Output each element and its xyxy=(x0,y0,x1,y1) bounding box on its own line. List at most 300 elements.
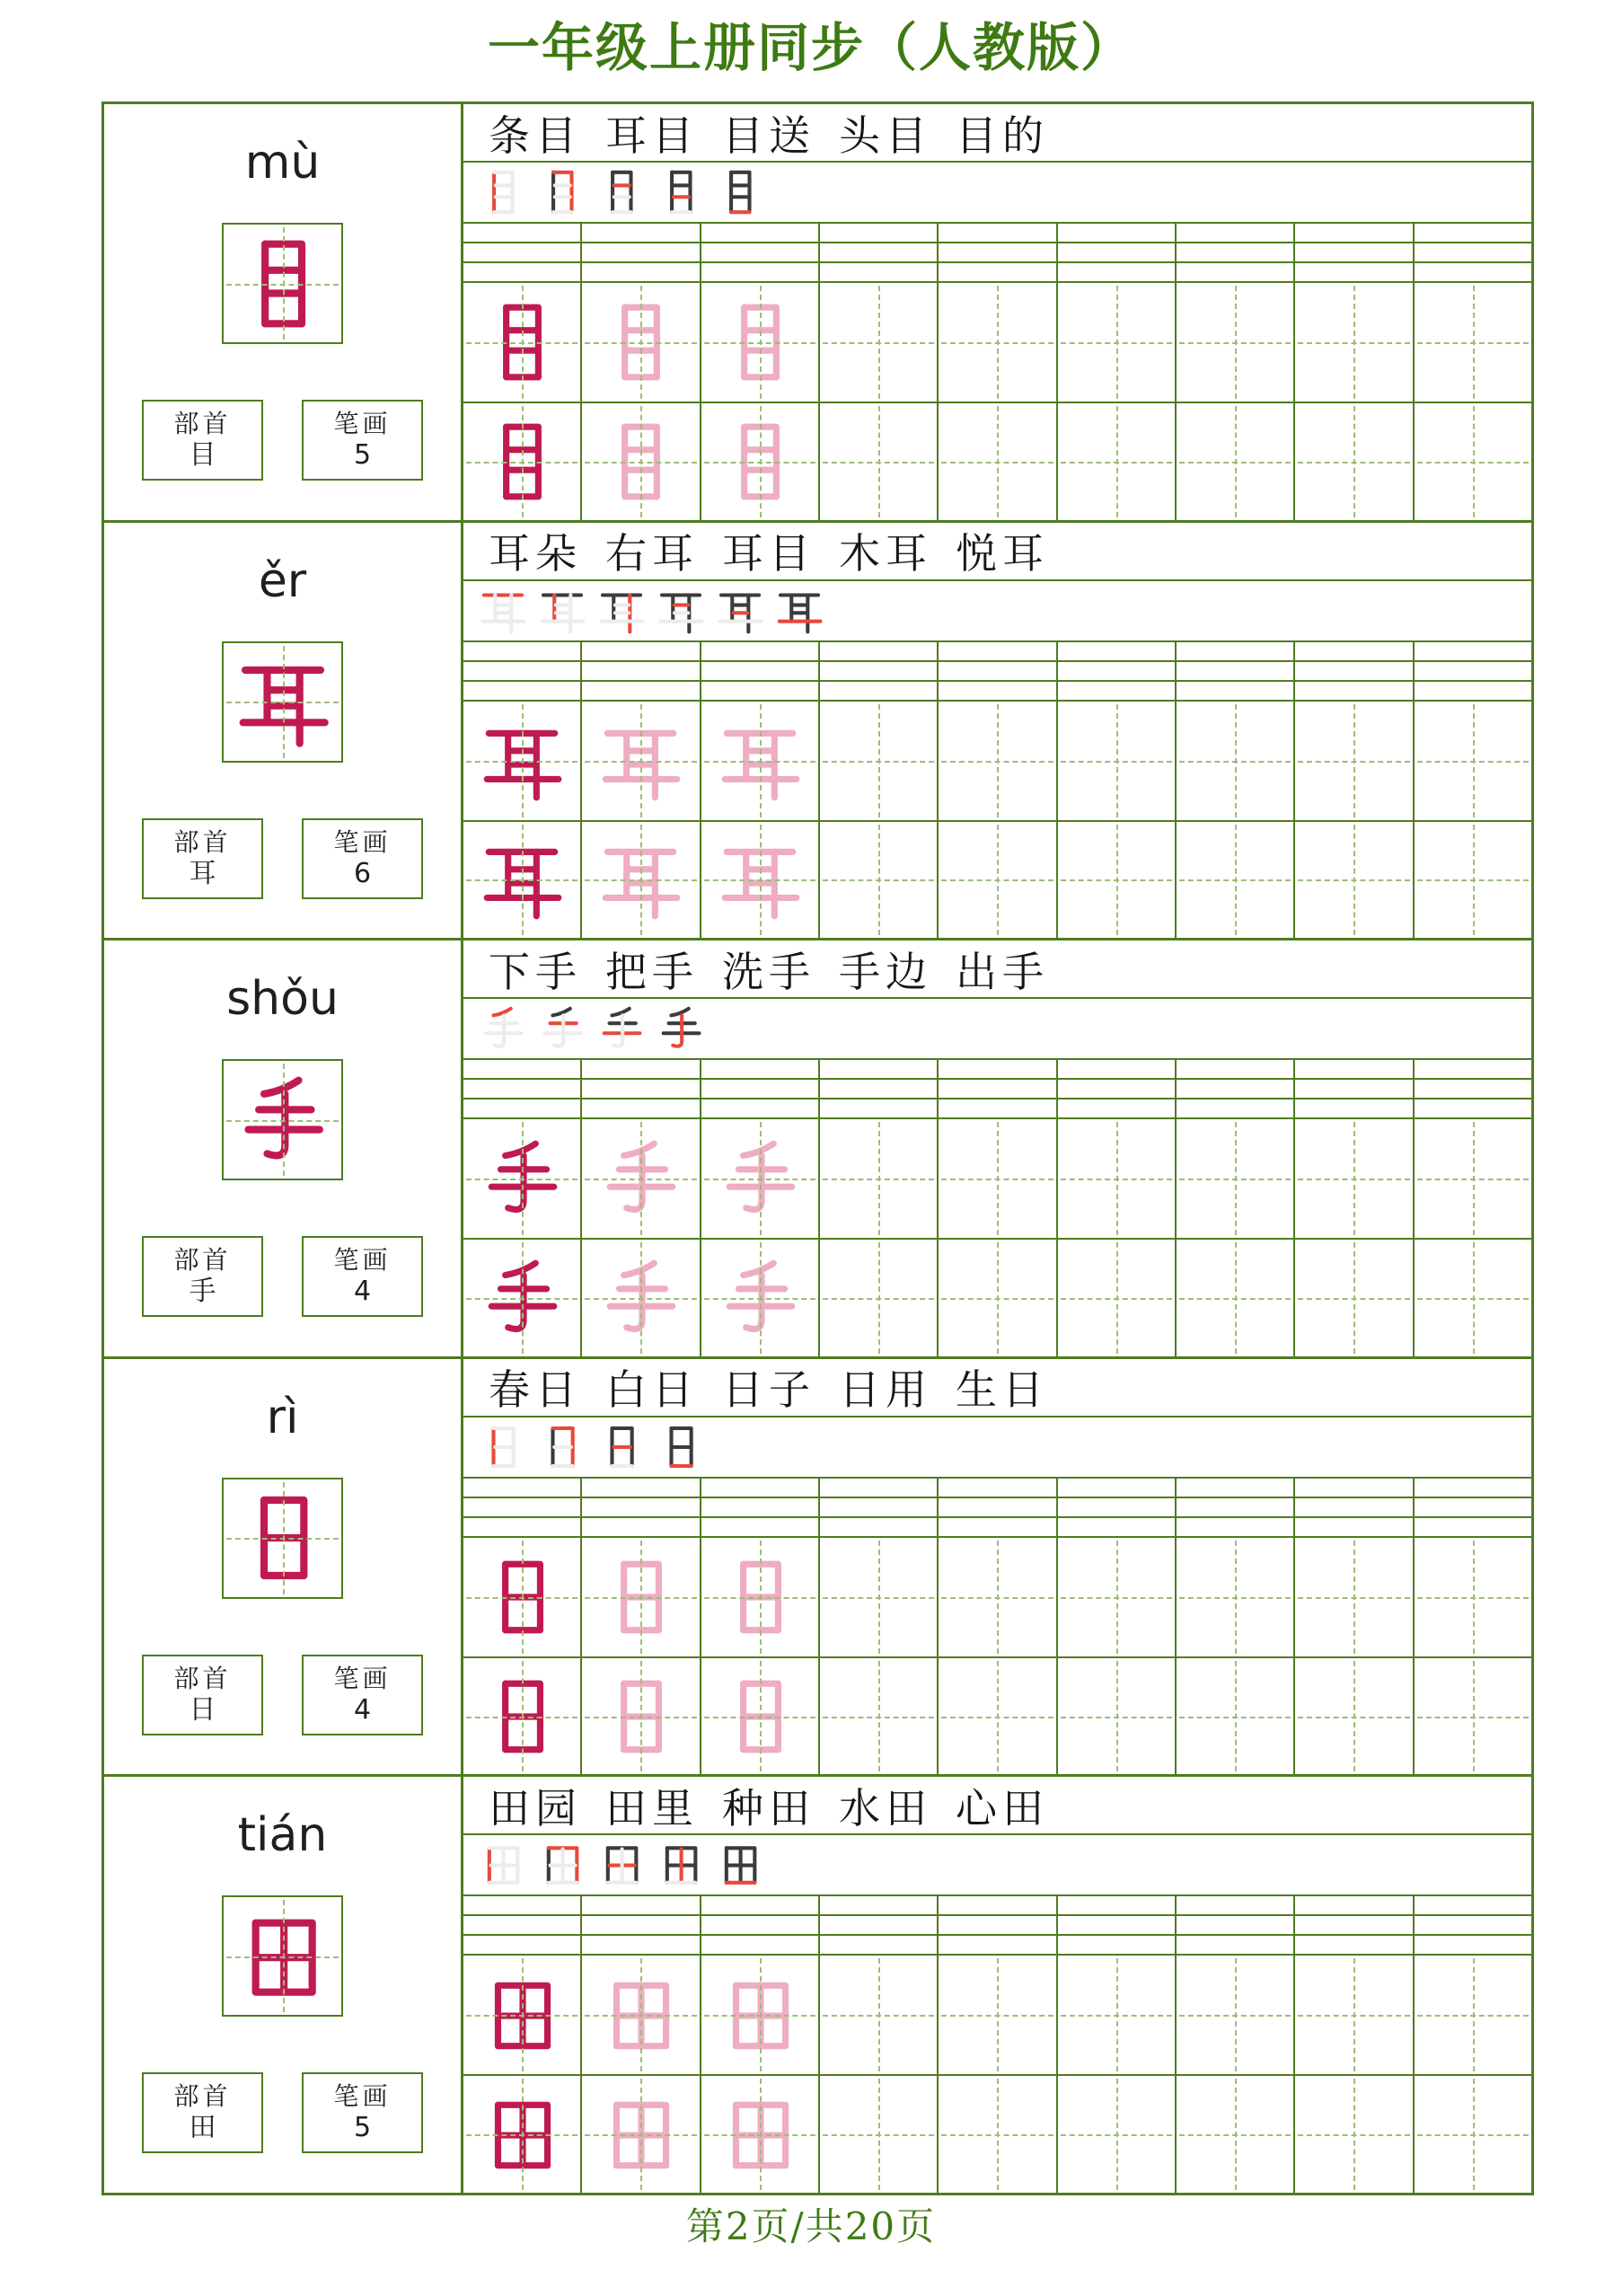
pinyin-writing-cell xyxy=(1415,642,1531,660)
pinyin-writing-cell xyxy=(701,1916,820,1934)
pinyin-writing-cell xyxy=(463,642,582,660)
cell-center-horizontal-guide xyxy=(1179,342,1291,344)
practice-cell xyxy=(939,822,1057,939)
pinyin-writing-cell xyxy=(1295,1916,1414,1934)
pinyin-writing-cell xyxy=(701,642,820,660)
pinyin-writing-cell xyxy=(1177,224,1295,242)
practice-cell xyxy=(1177,1119,1295,1238)
stroke-order-step xyxy=(656,586,706,636)
pinyin-writing-cell xyxy=(701,1080,820,1098)
pinyin-writing-cell xyxy=(582,243,701,261)
stroke-count-value: 6 xyxy=(353,857,372,889)
cell-center-vertical-guide xyxy=(1235,1242,1237,1354)
pinyin-writing-cell xyxy=(939,224,1057,242)
cell-center-horizontal-guide xyxy=(1179,1179,1291,1180)
practice-character-traced xyxy=(716,1254,804,1342)
character-glyph xyxy=(233,651,333,752)
cell-center-horizontal-guide xyxy=(823,2134,934,2136)
cell-center-horizontal-guide xyxy=(1061,1717,1172,1718)
cell-center-vertical-guide xyxy=(1473,2079,1475,2190)
character-row xyxy=(104,1359,1531,1778)
practice-cell xyxy=(939,403,1057,520)
pinyin-writing-cell xyxy=(939,1896,1057,1914)
practice-cell xyxy=(1177,1658,1295,1775)
cell-center-horizontal-guide xyxy=(1298,462,1409,464)
radical-value: 田 xyxy=(189,2112,216,2144)
cell-center-vertical-guide xyxy=(997,406,999,517)
pinyin-writing-cell xyxy=(1177,1099,1295,1117)
practice-cell xyxy=(701,1538,820,1656)
practice-character-solid xyxy=(478,1673,566,1761)
pinyin-writing-cell xyxy=(1058,1916,1177,1934)
practice-cell xyxy=(820,1538,939,1656)
pinyin-writing-cell xyxy=(701,263,820,281)
pinyin-writing-cell xyxy=(1058,243,1177,261)
practice-character-traced xyxy=(596,1673,684,1761)
practice-cell xyxy=(1295,1956,1414,2074)
word-item: 田里 xyxy=(605,1783,699,1832)
stroke-count-value: 5 xyxy=(353,2112,372,2144)
cell-center-vertical-guide xyxy=(997,1958,999,2071)
stroke-order-step xyxy=(478,586,528,636)
pinyin-writing-cell xyxy=(1415,1060,1531,1078)
practice-character-solid xyxy=(478,2090,566,2178)
practice-cell xyxy=(701,2076,820,2193)
practice-cell xyxy=(582,1658,701,1775)
cell-center-horizontal-guide xyxy=(1298,1298,1409,1300)
cell-center-vertical-guide xyxy=(997,704,999,817)
pinyin-label: tián xyxy=(237,1808,328,1863)
character-display-box xyxy=(222,641,343,763)
pinyin-ruling-row xyxy=(463,642,1531,662)
cell-center-vertical-guide xyxy=(1116,825,1118,936)
cell-center-horizontal-guide xyxy=(823,1179,934,1180)
cell-center-horizontal-guide xyxy=(823,1597,934,1599)
practice-cell xyxy=(701,1956,820,2074)
pinyin-writing-cell xyxy=(1177,662,1295,680)
practice-character-traced xyxy=(716,1971,804,2059)
pinyin-writing-cell xyxy=(582,642,701,660)
cell-center-vertical-guide xyxy=(1235,1122,1237,1235)
pinyin-writing-cell xyxy=(820,1896,939,1914)
character-row xyxy=(104,940,1531,1359)
pinyin-writing-cell xyxy=(939,1916,1057,1934)
stroke-order-step xyxy=(478,167,528,217)
words-row xyxy=(463,940,1531,999)
cell-center-horizontal-guide xyxy=(941,1717,1053,1718)
practice-cell xyxy=(1177,2076,1295,2193)
pinyin-writing-cell xyxy=(1177,1916,1295,1934)
cell-center-horizontal-guide xyxy=(1179,879,1291,881)
radical-label: 部首 xyxy=(173,2081,232,2112)
cell-center-vertical-guide xyxy=(1353,286,1355,399)
practice-cell xyxy=(582,702,701,820)
character-info-panel xyxy=(104,104,463,520)
pinyin-writing-cell xyxy=(1295,1060,1414,1078)
practice-character-solid xyxy=(478,298,566,386)
pinyin-writing-cell xyxy=(1415,682,1531,700)
practice-cell xyxy=(1058,1956,1177,2074)
practice-cell xyxy=(1415,283,1531,402)
pinyin-writing-cell xyxy=(1058,224,1177,242)
stroke-order-step xyxy=(596,1003,647,1054)
practice-panel xyxy=(463,940,1531,1356)
pinyin-writing-cell xyxy=(939,1518,1057,1536)
cell-center-horizontal-guide xyxy=(1061,342,1172,344)
cell-center-vertical-guide xyxy=(878,1541,880,1654)
practice-character-traced xyxy=(716,2090,804,2178)
practice-cell xyxy=(1058,283,1177,402)
cell-center-vertical-guide xyxy=(1353,406,1355,517)
practice-cell xyxy=(463,1956,582,2074)
practice-grid-row xyxy=(463,702,1531,822)
pinyin-writing-cell xyxy=(1058,1936,1177,1954)
cell-center-horizontal-guide xyxy=(1179,761,1291,763)
pinyin-writing-cell xyxy=(1058,682,1177,700)
practice-cell xyxy=(820,1956,939,2074)
page-title: 一年级上册同步（人教版） xyxy=(487,17,1134,78)
cell-center-vertical-guide xyxy=(1353,825,1355,936)
cell-center-horizontal-guide xyxy=(941,761,1053,763)
pinyin-writing-cell xyxy=(463,1896,582,1914)
stroke-order-step xyxy=(478,1003,528,1054)
pinyin-ruling-row xyxy=(463,1936,1531,1956)
practice-cell xyxy=(1415,702,1531,820)
practice-cell xyxy=(1295,1658,1414,1775)
practice-cell xyxy=(463,283,582,402)
stroke-order-step xyxy=(596,167,647,217)
cell-center-vertical-guide xyxy=(997,1122,999,1235)
character-info-panel xyxy=(104,940,463,1356)
pinyin-ruling-row xyxy=(463,1518,1531,1538)
stroke-count-label: 笔画 xyxy=(333,2081,392,2112)
cell-center-vertical-guide xyxy=(1116,406,1118,517)
practice-cell xyxy=(1058,822,1177,939)
practice-cell xyxy=(939,1119,1057,1238)
practice-cell xyxy=(463,1240,582,1356)
cell-center-vertical-guide xyxy=(1235,406,1237,517)
pinyin-writing-cell xyxy=(939,1080,1057,1098)
pinyin-writing-cell xyxy=(1058,1896,1177,1914)
pinyin-writing-cell xyxy=(820,662,939,680)
practice-cell xyxy=(463,822,582,939)
pinyin-ruling-row xyxy=(463,1498,1531,1518)
pinyin-writing-cell xyxy=(463,1080,582,1098)
character-display-box xyxy=(222,1478,343,1599)
pinyin-ruling-row xyxy=(463,682,1531,702)
practice-character-traced xyxy=(596,1135,684,1223)
cell-center-horizontal-guide xyxy=(941,1298,1053,1300)
pinyin-ruling-row xyxy=(463,263,1531,283)
cell-center-vertical-guide xyxy=(997,825,999,936)
cell-center-horizontal-guide xyxy=(1298,1597,1409,1599)
stroke-count-box xyxy=(302,400,423,481)
stroke-order-step xyxy=(537,1003,587,1054)
stroke-order-step xyxy=(478,1422,528,1472)
radical-label: 部首 xyxy=(173,826,232,857)
pinyin-writing-cell xyxy=(939,1498,1057,1516)
pinyin-writing-cell xyxy=(1177,1498,1295,1516)
radical-value: 日 xyxy=(189,1693,216,1726)
cell-center-vertical-guide xyxy=(878,1661,880,1772)
stroke-order-step xyxy=(774,586,824,636)
word-item: 目送 xyxy=(722,110,815,160)
pinyin-ruling-row xyxy=(463,1896,1531,1916)
words-row xyxy=(463,1359,1531,1417)
pinyin-writing-cell xyxy=(582,224,701,242)
practice-character-solid xyxy=(478,418,566,506)
practice-cell xyxy=(939,1240,1057,1356)
cell-center-horizontal-guide xyxy=(1061,1298,1172,1300)
practice-grid-row xyxy=(463,822,1531,939)
cell-center-vertical-guide xyxy=(1353,1242,1355,1354)
pinyin-writing-cell xyxy=(1415,1916,1531,1934)
practice-cell xyxy=(820,1240,939,1356)
practice-cell xyxy=(1177,1538,1295,1656)
cell-center-horizontal-guide xyxy=(1179,2134,1291,2136)
pinyin-writing-cell xyxy=(582,1936,701,1954)
pinyin-writing-cell xyxy=(463,662,582,680)
practice-cell xyxy=(1295,1240,1414,1356)
pinyin-writing-cell xyxy=(463,1479,582,1497)
practice-character-solid xyxy=(478,1971,566,2059)
cell-center-vertical-guide xyxy=(1353,704,1355,817)
word-item: 耳朵 xyxy=(489,529,582,578)
practice-character-traced xyxy=(716,1673,804,1761)
pinyin-writing-cell xyxy=(1177,1080,1295,1098)
pinyin-writing-cell xyxy=(939,662,1057,680)
cell-center-horizontal-guide xyxy=(823,1298,934,1300)
character-display-box xyxy=(222,223,343,344)
cell-center-vertical-guide xyxy=(1116,286,1118,399)
pinyin-writing-cell xyxy=(582,1916,701,1934)
pinyin-writing-cell xyxy=(701,1936,820,1954)
practice-character-solid xyxy=(478,1553,566,1641)
pinyin-writing-cell xyxy=(1295,243,1414,261)
radical-value: 手 xyxy=(189,1276,216,1308)
practice-cell xyxy=(820,2076,939,2193)
pinyin-writing-cell xyxy=(463,243,582,261)
pinyin-writing-cell xyxy=(1177,1896,1295,1914)
cell-center-vertical-guide xyxy=(1473,1958,1475,2071)
practice-character-traced xyxy=(716,298,804,386)
cell-center-horizontal-guide xyxy=(1417,1597,1529,1599)
cell-center-horizontal-guide xyxy=(1179,2015,1291,2017)
cell-center-vertical-guide xyxy=(997,1242,999,1354)
word-item: 种田 xyxy=(722,1783,815,1832)
practice-panel xyxy=(463,523,1531,939)
practice-character-traced xyxy=(596,1254,684,1342)
pinyin-writing-cell xyxy=(1415,263,1531,281)
character-row xyxy=(104,104,1531,523)
cell-center-vertical-guide xyxy=(1116,2079,1118,2190)
cell-center-horizontal-guide xyxy=(941,462,1053,464)
practice-cell xyxy=(1177,1956,1295,2074)
practice-cell xyxy=(1295,2076,1414,2193)
cell-center-vertical-guide xyxy=(1353,1958,1355,2071)
stroke-order-step xyxy=(715,586,765,636)
practice-cell xyxy=(582,822,701,939)
pinyin-writing-cell xyxy=(463,1518,582,1536)
pinyin-writing-cell xyxy=(1295,1479,1414,1497)
character-info-panel xyxy=(104,1359,463,1775)
practice-cell xyxy=(1058,702,1177,820)
cell-center-horizontal-guide xyxy=(1061,1179,1172,1180)
cell-center-horizontal-guide xyxy=(941,2015,1053,2017)
pinyin-ruling-row xyxy=(463,1060,1531,1080)
stroke-order-step xyxy=(715,167,765,217)
practice-cell xyxy=(939,702,1057,820)
word-item: 日子 xyxy=(722,1365,815,1415)
radical-box xyxy=(142,400,263,481)
cell-center-horizontal-guide xyxy=(823,462,934,464)
stroke-count-box xyxy=(302,2072,423,2153)
character-display-box xyxy=(222,1059,343,1180)
practice-grid-row xyxy=(463,1956,1531,2076)
cell-center-vertical-guide xyxy=(1473,825,1475,936)
practice-cell xyxy=(1177,1240,1295,1356)
word-item: 目的 xyxy=(956,110,1049,160)
cell-center-horizontal-guide xyxy=(1417,879,1529,881)
radical-label: 部首 xyxy=(173,409,232,438)
practice-cell xyxy=(1058,403,1177,520)
practice-cell xyxy=(1415,2076,1531,2193)
pinyin-writing-cell xyxy=(1295,682,1414,700)
pinyin-writing-cell xyxy=(582,1099,701,1117)
pinyin-writing-cell xyxy=(1177,243,1295,261)
cell-center-vertical-guide xyxy=(1235,1661,1237,1772)
word-item: 田园 xyxy=(489,1783,582,1832)
pinyin-ruling-row xyxy=(463,1916,1531,1936)
character-row xyxy=(104,1777,1531,2193)
cell-center-horizontal-guide xyxy=(1417,462,1529,464)
practice-character-traced xyxy=(716,1553,804,1641)
cell-center-vertical-guide xyxy=(1235,825,1237,936)
pinyin-ruling-row xyxy=(463,1080,1531,1099)
pinyin-writing-cell xyxy=(1177,642,1295,660)
pinyin-writing-cell xyxy=(1177,1479,1295,1497)
stroke-count-value: 5 xyxy=(353,439,372,471)
stroke-order-row xyxy=(463,1417,1531,1479)
stroke-order-step xyxy=(656,167,706,217)
stroke-count-label: 笔画 xyxy=(333,1663,392,1693)
pinyin-writing-cell xyxy=(1295,1080,1414,1098)
practice-grid-row xyxy=(463,1240,1531,1356)
cell-center-horizontal-guide xyxy=(941,342,1053,344)
cell-center-vertical-guide xyxy=(1116,704,1118,817)
cell-center-vertical-guide xyxy=(878,1242,880,1354)
radical-value: 耳 xyxy=(189,857,216,889)
practice-cell xyxy=(701,822,820,939)
radical-label: 部首 xyxy=(173,1245,232,1276)
pinyin-writing-cell xyxy=(1295,1498,1414,1516)
pinyin-writing-cell xyxy=(701,682,820,700)
cell-center-vertical-guide xyxy=(1116,1122,1118,1235)
practice-cell xyxy=(463,702,582,820)
practice-character-traced xyxy=(596,298,684,386)
pinyin-writing-cell xyxy=(1058,1080,1177,1098)
practice-cell xyxy=(582,283,701,402)
practice-grid-row xyxy=(463,283,1531,403)
practice-cell xyxy=(820,702,939,820)
practice-cell xyxy=(939,1956,1057,2074)
cell-center-vertical-guide xyxy=(1116,1541,1118,1654)
cell-center-horizontal-guide xyxy=(1061,2134,1172,2136)
pinyin-writing-cell xyxy=(1058,1060,1177,1078)
radical-value: 目 xyxy=(189,439,216,471)
stroke-order-row xyxy=(463,163,1531,224)
cell-center-vertical-guide xyxy=(878,2079,880,2190)
pinyin-writing-cell xyxy=(463,682,582,700)
stroke-count-label: 笔画 xyxy=(333,1245,392,1276)
words-row xyxy=(463,104,1531,163)
cell-center-horizontal-guide xyxy=(941,2134,1053,2136)
practice-cell xyxy=(582,1956,701,2074)
pinyin-writing-cell xyxy=(820,243,939,261)
cell-center-vertical-guide xyxy=(1473,1541,1475,1654)
practice-character-solid xyxy=(478,1254,566,1342)
pinyin-writing-cell xyxy=(1415,224,1531,242)
practice-cell xyxy=(701,1119,820,1238)
cell-center-vertical-guide xyxy=(997,2079,999,2190)
practice-cell xyxy=(463,403,582,520)
cell-center-horizontal-guide xyxy=(1179,1717,1291,1718)
pinyin-writing-cell xyxy=(1177,1936,1295,1954)
practice-cell xyxy=(1415,822,1531,939)
stroke-order-row xyxy=(463,581,1531,642)
pinyin-writing-cell xyxy=(463,1498,582,1516)
practice-cell xyxy=(701,283,820,402)
practice-character-traced xyxy=(716,418,804,506)
cell-center-vertical-guide xyxy=(878,825,880,936)
pinyin-writing-cell xyxy=(1058,263,1177,281)
practice-character-traced xyxy=(596,1971,684,2059)
character-glyph xyxy=(233,234,333,334)
practice-cell xyxy=(1415,1240,1531,1356)
cell-center-vertical-guide xyxy=(1235,2079,1237,2190)
practice-grid-row xyxy=(463,403,1531,520)
stroke-order-step xyxy=(478,1840,528,1890)
pinyin-writing-cell xyxy=(582,1479,701,1497)
pinyin-writing-cell xyxy=(820,1518,939,1536)
practice-cell xyxy=(582,403,701,520)
pinyin-writing-cell xyxy=(701,662,820,680)
practice-cell xyxy=(582,2076,701,2193)
word-item: 耳目 xyxy=(722,529,815,578)
cell-center-vertical-guide xyxy=(878,406,880,517)
pinyin-writing-cell xyxy=(1058,1498,1177,1516)
word-item: 春日 xyxy=(489,1365,582,1415)
stroke-order-step xyxy=(596,586,647,636)
stroke-order-step xyxy=(715,1840,765,1890)
pinyin-writing-cell xyxy=(939,1479,1057,1497)
practice-character-traced xyxy=(596,418,684,506)
word-item: 生日 xyxy=(956,1365,1049,1415)
cell-center-horizontal-guide xyxy=(1298,879,1409,881)
practice-cell xyxy=(1295,283,1414,402)
pinyin-writing-cell xyxy=(701,1896,820,1914)
page-footer: 第2页/共20页 xyxy=(685,2204,937,2248)
pinyin-writing-cell xyxy=(1058,1099,1177,1117)
cell-center-vertical-guide xyxy=(1235,1958,1237,2071)
cell-center-horizontal-guide xyxy=(1179,1298,1291,1300)
pinyin-writing-cell xyxy=(1295,1936,1414,1954)
pinyin-label: shǒu xyxy=(226,972,339,1027)
pinyin-writing-cell xyxy=(701,243,820,261)
practice-cell xyxy=(463,2076,582,2193)
stroke-count-box xyxy=(302,1236,423,1317)
stroke-order-step xyxy=(656,1840,706,1890)
